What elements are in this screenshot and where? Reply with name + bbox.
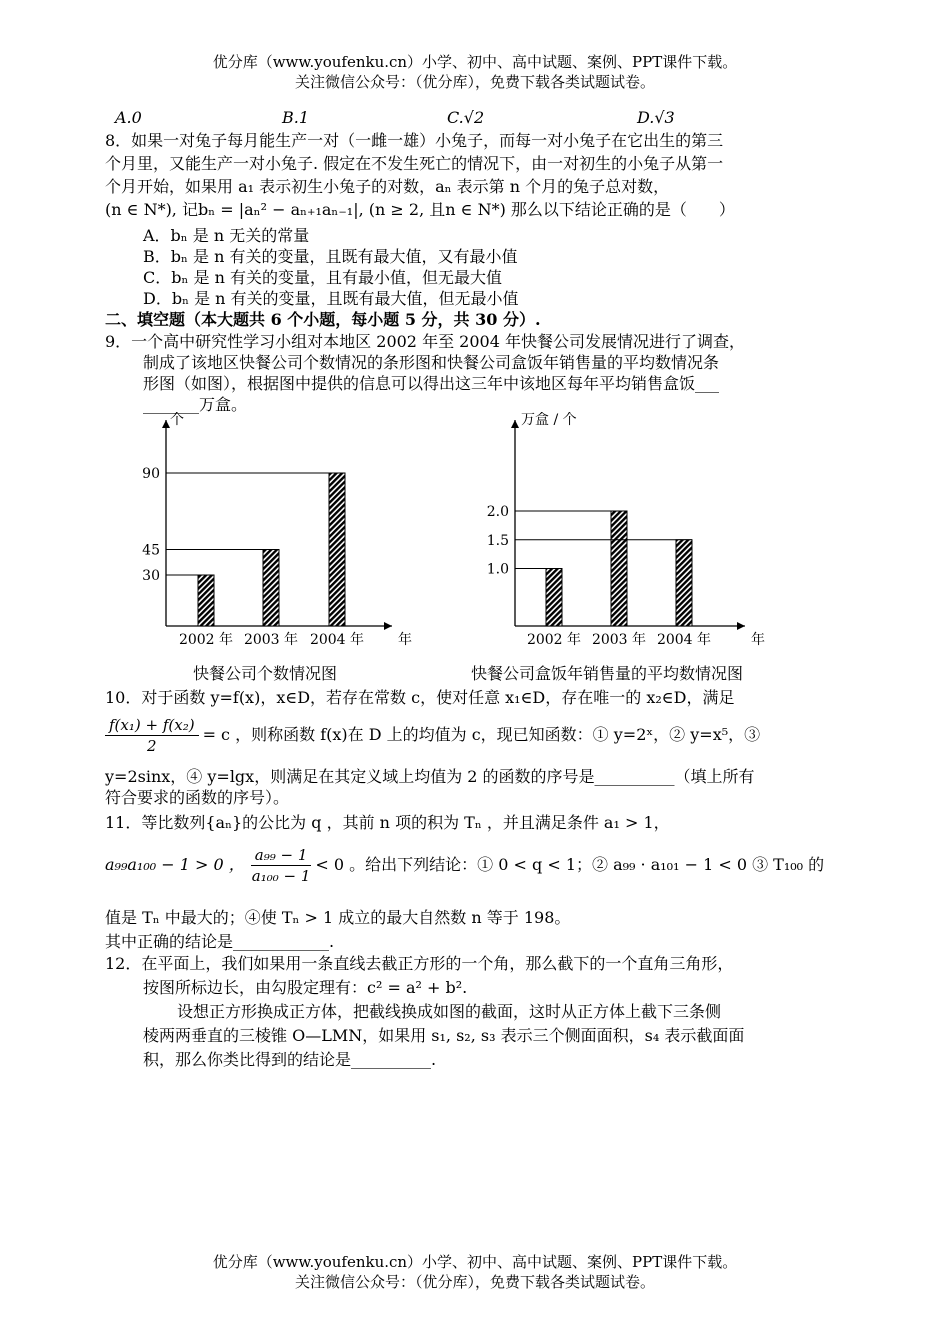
bar: [329, 473, 345, 626]
x-axis-label: 年: [751, 632, 765, 648]
q11-line-3: 值是 Tₙ 中最大的；④使 Tₙ > 1 成立的最大自然数 n 等于 198。: [105, 908, 571, 927]
chart-lunchbox-sales: [475, 412, 775, 657]
q11-line-2-a: a₉₉a₁₀₀ − 1 > 0 ，: [105, 855, 245, 874]
y-tick-label: 90: [142, 466, 160, 482]
q8-option-a: A．bₙ 是 n 无关的常量: [143, 226, 310, 245]
y-tick-label: 1.0: [486, 561, 509, 578]
bar: [546, 569, 562, 627]
q11-line-2-b: < 0 。给出下列结论：① 0 < q < 1；② a₉₉ · a₁₀₁ − 1 < 0 ③ T₁₀₀ 的: [315, 855, 825, 874]
q8-option-b: B．bₙ 是 n 有关的变量，且既有最大值，又有最小值: [143, 247, 518, 266]
y-axis-arrow: [511, 420, 519, 428]
y-tick-label: 30: [142, 568, 160, 584]
y-axis-label: 个: [170, 412, 184, 428]
x-tick-label: 2003 年: [243, 632, 299, 648]
x-tick-label: 2004 年: [656, 632, 712, 648]
q10-line-3: y=2sinx，④ y=lgx，则满足在其定义域上均值为 2 的函数的序号是__________（填上所有: [105, 767, 755, 786]
q9-line-1: 9．一个高中研究性学习小组对本地区 2002 年至 2004 年快餐公司发展情况进行了调查，: [105, 332, 745, 351]
q10-line-2: [105, 712, 760, 758]
q11-fraction: [251, 845, 312, 886]
y-axis-arrow: [162, 420, 170, 428]
q10-fraction-numerator: f(x₁) + f(x₂): [105, 715, 199, 736]
bar: [263, 550, 279, 627]
q11-line-1: 11．等比数列{aₙ}的公比为 q ，其前 n 项的积为 Tₙ ，并且满足条件 a₁ > 1，: [105, 813, 670, 832]
y-tick-label: 2.0: [486, 504, 509, 520]
q9-line-3: 形图（如图），根据图中提供的信息可以得出这三年中该地区每年平均销售盒饭___: [143, 374, 720, 393]
x-axis-label: 年: [398, 632, 412, 648]
bar: [676, 540, 692, 626]
q9-line-4: _______万盒。: [143, 395, 248, 414]
bar: [198, 575, 214, 626]
q10-line-1: 10．对于函数 y=f(x)，x∈D，若存在常数 c，使对任意 x₁∈D，存在唯一的 x₂∈D，满足: [105, 688, 735, 707]
q10-fraction: [105, 715, 199, 756]
q10-fraction-denominator: 2: [147, 736, 157, 755]
q11-fraction-numerator: a₉₉ − 1: [251, 845, 312, 866]
x-tick-label: 2002 年: [178, 632, 234, 648]
q12-line-2: 按图所标边长，由勾股定理有：c² = a² + b².: [143, 978, 468, 997]
footer-line-2: 关注微信公众号：（优分库），免费下载各类试题试卷。: [294, 1273, 655, 1291]
q7-option-c: C.√2: [447, 108, 485, 127]
x-tick-label: 2004 年: [309, 632, 365, 648]
header-line-2: 关注微信公众号：（优分库），免费下载各类试题试卷。: [294, 73, 655, 91]
q11-line-4: 其中正确的结论是____________.: [105, 932, 335, 951]
footer-line-1: 优分库（www.youfenku.cn）小学、初中、高中试题、案例、PPT课件下载。: [212, 1253, 738, 1271]
q8-line-1: 8．如果一对兔子每月能生产一对（一雌一雄）小兔子，而每一对小兔子在它出生的第三: [105, 131, 724, 150]
x-axis-arrow: [384, 622, 392, 630]
q8-line-2: 个月里，又能生产一对小兔子. 假定在不发生死亡的情况下，由一对初生的小兔子从第一: [105, 154, 724, 173]
q7-option-d: D.√3: [637, 108, 675, 127]
q12-line-4: 棱两两垂直的三棱锥 O—LMN，如果用 s₁, s₂, s₃ 表示三个侧面面积，s₄ 表示截面面: [143, 1026, 745, 1045]
y-tick-label: 1.5: [486, 532, 509, 549]
q11-line-2: [105, 842, 824, 888]
x-axis-arrow: [737, 622, 745, 630]
chart-company-count: [130, 412, 430, 657]
chart-1-caption: 快餐公司个数情况图: [193, 664, 338, 683]
header-line-1: 优分库（www.youfenku.cn）小学、初中、高中试题、案例、PPT课件下载。: [212, 53, 738, 71]
q7-option-b: B.1: [282, 108, 310, 127]
q8-option-c: C．bₙ 是 n 有关的变量，且有最小值，但无最大值: [143, 268, 502, 287]
bar: [611, 511, 627, 626]
q12-line-5: 积，那么你类比得到的结论是__________.: [143, 1050, 437, 1069]
q8-line-3: 个月开始，如果用 a₁ 表示初生小兔子的对数，aₙ 表示第 n 个月的兔子总对数，: [105, 177, 670, 196]
x-tick-label: 2003 年: [591, 632, 647, 648]
q7-option-a: A.0: [115, 108, 142, 127]
q9-line-2: 制成了该地区快餐公司个数情况的条形图和快餐公司盒饭年销售量的平均数情况条: [143, 353, 720, 372]
q10-line-4: 符合要求的函数的序号）。: [105, 788, 290, 807]
x-tick-label: 2002 年: [526, 632, 582, 648]
y-tick-label: 45: [142, 542, 160, 559]
chart-2-caption: 快餐公司盒饭年销售量的平均数情况图: [471, 664, 744, 683]
q12-line-3: 设想正方形换成正方体，把截线换成如图的截面，这时从正方体上截下三条侧: [177, 1002, 722, 1021]
y-axis-label: 万盒 / 个: [521, 412, 577, 428]
q11-fraction-denominator: a₁₀₀ − 1: [251, 866, 311, 885]
section-2-title: 二、填空题（本大题共 6 个小题，每小题 5 分，共 30 分）.: [105, 310, 541, 329]
q8-line-4: (n ∈ N*), 记bₙ = |aₙ² − aₙ₊₁aₙ₋₁|, (n ≥ 2, 且n ∈ N*) 那么以下结论正确的是（ ）: [105, 200, 735, 219]
q12-line-1: 12．在平面上，我们如果用一条直线去截正方形的一个角，那么截下的一个直角三角形，: [105, 954, 734, 973]
q10-line-2-text: = c ，则称函数 f(x)在 D 上的均值为 c，现已知函数：① y=2ˣ，② y=x⁵，③: [202, 725, 761, 744]
q8-option-d: D．bₙ 是 n 有关的变量，且既有最大值，但无最小值: [143, 289, 519, 308]
